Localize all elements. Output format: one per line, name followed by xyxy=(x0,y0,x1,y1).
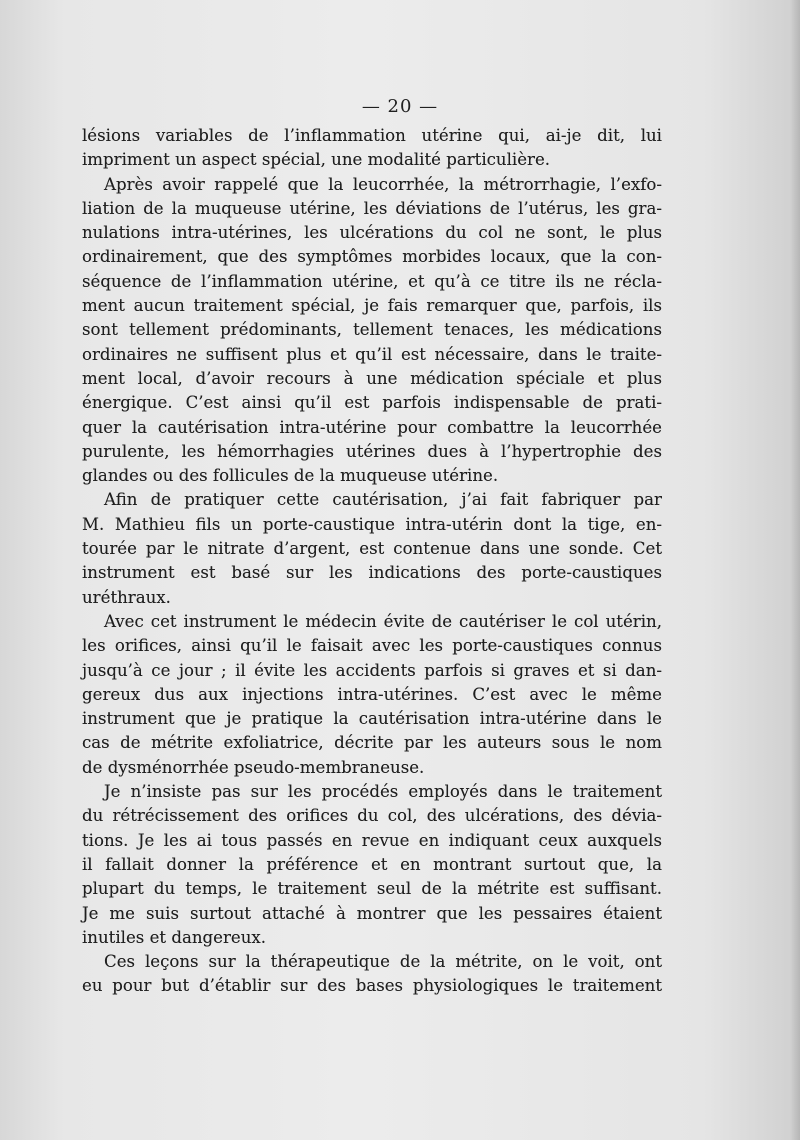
text-line: de dysménorrhée pseudo-membraneuse. xyxy=(82,757,425,777)
text-line: Je n’insiste pas sur les procédés employés dans le traitement xyxy=(104,782,662,802)
paragraph-4 xyxy=(82,610,662,780)
text-line: ordinairement, que des symptômes morbides locaux, que la con- xyxy=(82,247,662,267)
text-line: plupart du temps, le traitement seul de la métrite est suffisant. xyxy=(82,879,662,899)
text-line: instrument que je pratique la cautérisation intra-utérine dans le xyxy=(82,709,662,729)
text-line: uréthraux. xyxy=(82,587,171,607)
text-line: Je me suis surtout attaché à montrer que les pessaires étaient xyxy=(82,903,662,923)
text-line: tions. Je les ai tous passés en revue en indiquant ceux auxquels xyxy=(82,830,662,850)
text-line: ment aucun traitement spécial, je fais remarquer que, parfois, ils xyxy=(82,296,662,316)
text-line: quer la cautérisation intra-utérine pour combattre la leucorrhée xyxy=(82,417,662,437)
text-line: inutiles et dangereux. xyxy=(82,927,267,947)
paragraph-3 xyxy=(82,488,662,609)
text-line: nulations intra-utérines, les ulcérations du col ne sont, le plus xyxy=(82,223,662,243)
text-line: séquence de l’inflammation utérine, et qu’à ce titre ils ne récla- xyxy=(82,271,662,291)
text-line: Afin de pratiquer cette cautérisation, j’ai fait fabriquer par xyxy=(104,490,662,510)
text-line: ment local, d’avoir recours à une médication spéciale et plus xyxy=(82,368,662,388)
text-line: tourée par le nitrate d’argent, est contenue dans une sonde. Cet xyxy=(82,539,662,559)
paragraph-6 xyxy=(82,950,662,999)
text-line: eu pour but d’établir sur des bases physiologiques le traitement xyxy=(82,976,662,996)
text-line: lésions variables de l’inflammation utérine qui, ai-je dit, lui xyxy=(82,126,662,145)
paragraph-1 xyxy=(82,124,662,173)
text-line: énergique. C’est ainsi qu’il est parfois indispensable de prati- xyxy=(82,393,662,413)
text-line: cas de métrite exfoliatrice, décrite par les auteurs sous le nom xyxy=(82,733,662,753)
text-line: ordinaires ne suffisent plus et qu’il est nécessaire, dans le traite- xyxy=(82,344,662,364)
text-line: du rétrécissement des orifices du col, des ulcérations, des dévia- xyxy=(82,806,662,826)
text-line: Ces leçons sur la thérapeutique de la métrite, on le voit, ont xyxy=(104,952,662,972)
text-line: gereux dus aux injections intra-utérines. C’est avec le même xyxy=(82,684,662,704)
text-line: liation de la muqueuse utérine, les déviations de l’utérus, les gra- xyxy=(82,198,662,218)
paragraph-2 xyxy=(82,173,662,489)
text-line: il fallait donner la préférence et en montrant surtout que, la xyxy=(82,854,662,874)
text-line: Après avoir rappelé que la leucorrhée, la métrorrhagie, l’exfo- xyxy=(104,174,662,194)
text-line: purulente, les hémorrhagies utérines dues à l’hypertrophie des xyxy=(82,441,662,461)
body-text xyxy=(82,124,662,999)
text-line: les orifices, ainsi qu’il le faisait avec les porte-caustiques connus xyxy=(82,636,662,656)
text-line: instrument est basé sur les indications des porte-caustiques xyxy=(82,563,662,583)
text-line: jusqu’à ce jour ; il évite les accidents parfois si graves et si dan- xyxy=(82,660,662,680)
page-number: — 20 — xyxy=(361,96,439,117)
text-line: M. Mathieu fils un porte-caustique intra-utérin dont la tige, en- xyxy=(82,514,662,534)
text-line: impriment un aspect spécial, une modalité particulière. xyxy=(82,150,551,170)
text-line: Avec cet instrument le médecin évite de cautériser le col utérin, xyxy=(104,611,662,631)
paragraph-5 xyxy=(82,780,662,950)
text-line: sont tellement prédominants, tellement tenaces, les médications xyxy=(82,320,662,340)
text-line: glandes ou des follicules de la muqueuse utérine. xyxy=(82,466,499,486)
